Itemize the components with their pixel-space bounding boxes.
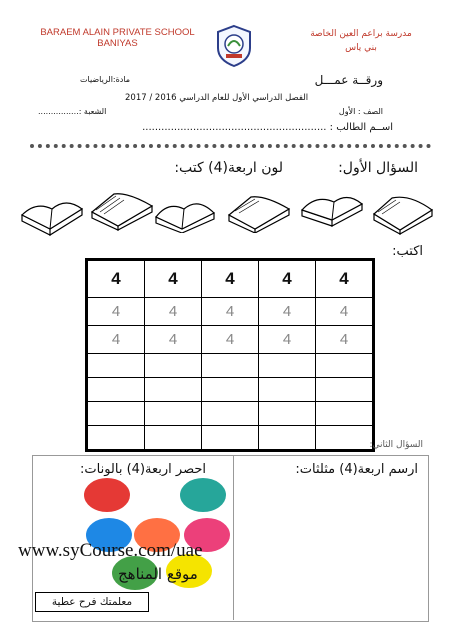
table-row <box>87 378 374 402</box>
write-cell[interactable] <box>145 426 202 451</box>
trace-cell[interactable]: 4 <box>87 298 145 326</box>
trace-cell[interactable]: 4 <box>145 298 202 326</box>
write-cell[interactable] <box>259 354 316 378</box>
write-cell[interactable] <box>259 426 316 451</box>
write-label: اكتب: <box>392 244 423 259</box>
grid-cell: 4 <box>316 260 374 298</box>
trace-cell[interactable]: 4 <box>87 326 145 354</box>
writing-grid <box>85 258 375 452</box>
question2-label: السؤال الثاني: <box>369 440 423 450</box>
table-row <box>87 402 374 426</box>
count-balloons-instruction: احصر اربعة(4) بالونات: <box>80 462 207 477</box>
write-cell[interactable] <box>259 378 316 402</box>
trace-cell[interactable]: 4 <box>316 326 374 354</box>
website-watermark: www.syCourse.com/uae <box>18 540 203 561</box>
write-cell[interactable] <box>87 378 145 402</box>
book-icon[interactable] <box>370 192 436 236</box>
trace-cell[interactable]: 4 <box>202 326 259 354</box>
book-icon[interactable] <box>18 195 86 237</box>
question1-instruction: لون اربعة(4) كتب: <box>174 160 283 176</box>
grade-label: الصف : الأول <box>338 107 383 116</box>
trace-cell[interactable]: 4 <box>145 326 202 354</box>
draw-triangles-instruction: ارسم اربعة(4) مثلثات: <box>295 462 418 477</box>
table-row <box>87 326 374 354</box>
grid-cell: 4 <box>87 260 145 298</box>
table-row <box>87 354 374 378</box>
balloon-icon[interactable] <box>180 478 226 512</box>
table-row <box>87 426 374 451</box>
school-logo-icon <box>215 24 253 68</box>
write-cell[interactable] <box>202 426 259 451</box>
term-label: الفصل الدراسي الأول للعام الدراسي 2016 / 2017 <box>125 93 309 103</box>
table-row <box>87 260 374 298</box>
balloon-icon[interactable] <box>84 478 130 512</box>
grid-cell: 4 <box>145 260 202 298</box>
question1-label: السؤال الأول: <box>338 160 418 176</box>
school-name-english: BARAEM ALAIN PRIVATE SCHOOL BANIYAS <box>40 27 195 49</box>
write-cell[interactable] <box>202 402 259 426</box>
school-name-arabic-line1: مدرسة براعم العين الخاصة <box>310 29 412 39</box>
table-row <box>87 298 374 326</box>
write-cell[interactable] <box>145 378 202 402</box>
teacher-name-box: معلمتك فرح عطية <box>35 592 149 612</box>
grid-cell: 4 <box>202 260 259 298</box>
write-cell[interactable] <box>202 378 259 402</box>
write-cell[interactable] <box>87 426 145 451</box>
write-cell[interactable] <box>87 354 145 378</box>
write-cell[interactable] <box>316 378 374 402</box>
book-icon[interactable] <box>152 193 218 233</box>
grid-cell: 4 <box>259 260 316 298</box>
trace-cell[interactable]: 4 <box>202 298 259 326</box>
subject-label: مادة:الرياضيات <box>80 75 131 84</box>
site-name-watermark: موقع المناهج <box>118 565 198 583</box>
section-field: الشعبة :................ <box>38 107 107 116</box>
write-cell[interactable] <box>316 354 374 378</box>
write-cell[interactable] <box>145 354 202 378</box>
write-cell[interactable] <box>202 354 259 378</box>
write-cell[interactable] <box>145 402 202 426</box>
trace-cell[interactable]: 4 <box>259 326 316 354</box>
book-icon[interactable] <box>298 190 366 232</box>
trace-cell[interactable]: 4 <box>259 298 316 326</box>
write-cell[interactable] <box>259 402 316 426</box>
box-divider <box>233 455 234 620</box>
book-icon[interactable] <box>225 193 293 233</box>
book-icon[interactable] <box>88 190 156 232</box>
worksheet-title: ورقــة عمـــل <box>314 73 383 87</box>
write-cell[interactable] <box>316 426 374 451</box>
student-name-field: اســم الطالب : .......................................................... <box>142 122 393 133</box>
trace-cell[interactable]: 4 <box>316 298 374 326</box>
write-cell[interactable] <box>87 402 145 426</box>
school-name-arabic <box>291 27 431 55</box>
dotted-divider <box>30 144 431 148</box>
school-location-arabic: بني ياس <box>345 43 377 53</box>
write-cell[interactable] <box>316 402 374 426</box>
